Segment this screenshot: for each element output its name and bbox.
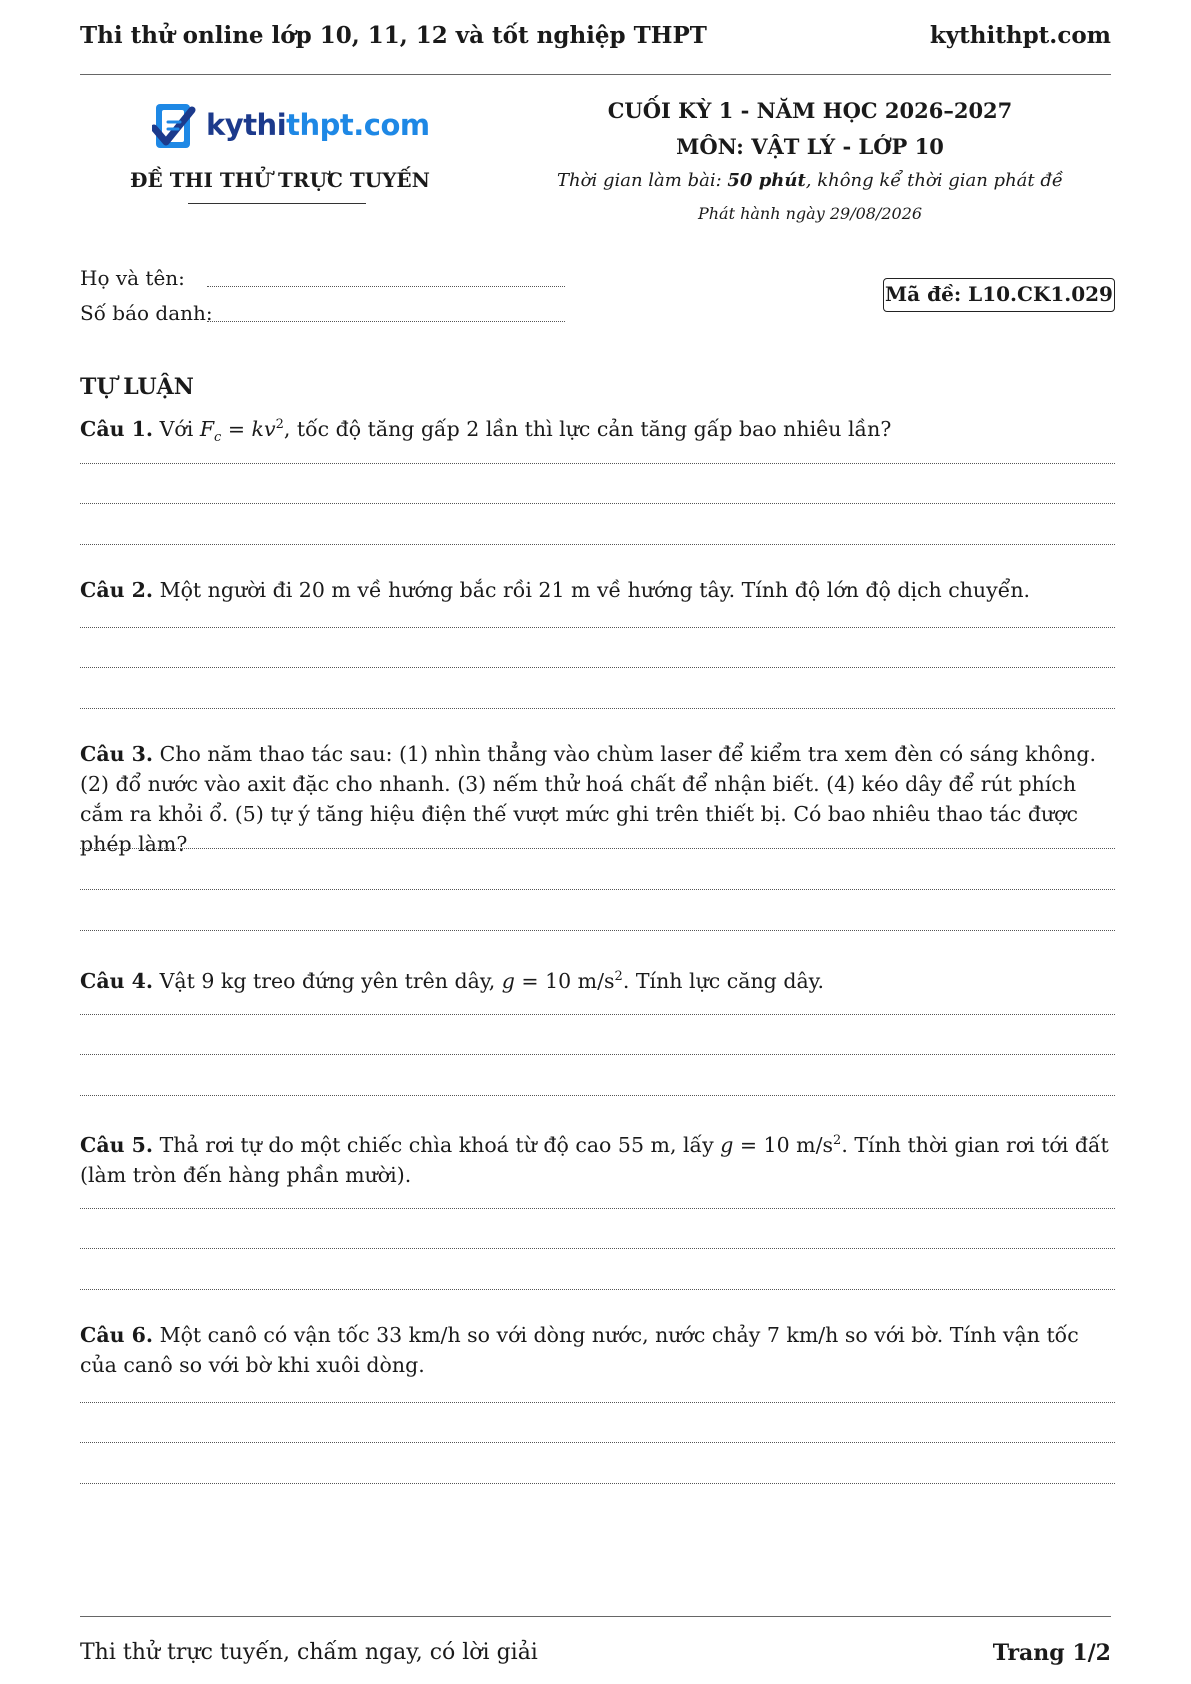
answer-line[interactable] [80,627,1115,628]
answer-line[interactable] [80,889,1115,890]
logo-text-kythi: kythi [206,108,287,142]
question-label: Câu 6. [80,1323,154,1347]
answer-line[interactable] [80,708,1115,709]
exam-subject: MÔN: VẬT LÝ - LỚP 10 [676,134,944,159]
release-date: Phát hành ngày 29/08/2026 [697,204,923,223]
question-3: Câu 3. Cho năm thao tác sau: (1) nhìn thẳng vào chùm laser để kiểm tra xem đèn có sáng không. (2) đổ nước vào axit đặc cho nhanh. (3) nếm thử hoá chất để nhận biết. (4) kéo dây để rút phích cắm ra khỏi ổ. (5) tự ý tăng hiệu điện thế vượt mức ghi trên thiết bị. Có bao nhiêu thao tác được phép làm? [80,742,1096,856]
answer-line[interactable] [80,1054,1115,1055]
answer-line[interactable] [80,848,1115,849]
exam-type-subtitle: ĐỀ THI THỬ TRỰC TUYẾN [130,168,430,192]
subtitle-underline [188,203,366,204]
answer-line[interactable] [80,463,1115,464]
answer-line[interactable] [80,1208,1115,1209]
header-right: kythithpt.com [929,22,1111,49]
answer-line[interactable] [80,1289,1115,1290]
header-left: Thi thử online lớp 10, 11, 12 và tốt nghiệp THPT [80,22,707,49]
answer-line[interactable] [80,1483,1115,1484]
question-label: Câu 5. [80,1132,154,1157]
question-2: Câu 2. Một người đi 20 m về hướng bắc rồi 21 m về hướng tây. Tính độ lớn độ dịch chuyển. [80,578,1031,602]
answer-line[interactable] [80,1095,1115,1096]
exam-title: CUỐI KỲ 1 - NĂM HỌC 2026–2027 [607,98,1013,123]
question-1: Câu 1. Với $F_c = kv^2$, tốc độ tăng gấp 2 lần thì lực cản tăng gấp bao nhiêu lần? [80,416,892,445]
footer-divider [80,1616,1111,1617]
name-label: Họ và tên: [80,266,185,290]
logo-text-thpt: thpt.com [286,108,430,142]
question-6: Câu 6. Một canô có vận tốc 33 km/h so với dòng nước, nước chảy 7 km/h so với bờ. Tính vận tốc của canô so với bờ khi xuôi dòng. [80,1323,1079,1377]
question-label: Câu 3. [80,742,154,766]
exam-code-box: Mã đề: L10.CK1.029 [883,278,1115,312]
section-title: TỰ LUẬN [80,374,194,400]
duration-value: 50 phút [727,170,806,191]
page-number: Trang 1/2 [992,1640,1111,1666]
question-label: Câu 4. [80,968,154,993]
question-4: Câu 4. Vật 9 kg treo đứng yên trên dây, g = 10 $m/s^2$. Tính lực căng dây. [80,968,825,993]
student-id-field[interactable] [207,321,565,322]
site-logo [152,102,430,154]
answer-line[interactable] [80,544,1115,545]
header-divider [80,74,1111,75]
logo-check-icon [152,102,202,154]
student-id-label: Số báo danh: [80,301,213,325]
answer-line[interactable] [80,503,1115,504]
question-label: Câu 1. [80,416,154,441]
answer-line[interactable] [80,930,1115,931]
name-field[interactable] [207,286,565,287]
answer-line[interactable] [80,1014,1115,1015]
exam-duration: Thời gian làm bài: 50 phút, không kể thời gian phát đề [557,170,1063,191]
answer-line[interactable] [80,1402,1115,1403]
answer-line[interactable] [80,667,1115,668]
question-label: Câu 2. [80,578,154,602]
answer-line[interactable] [80,1248,1115,1249]
footer-tagline: Thi thử trực tuyến, chấm ngay, có lời giải [80,1640,538,1665]
question-5: Câu 5. Thả rơi tự do một chiếc chìa khoá từ độ cao 55 m, lấy g = 10 $m/s^2$. Tính thời gian rơi tới đất (làm tròn đến hàng phần mười). [80,1132,1109,1187]
answer-line[interactable] [80,1442,1115,1443]
